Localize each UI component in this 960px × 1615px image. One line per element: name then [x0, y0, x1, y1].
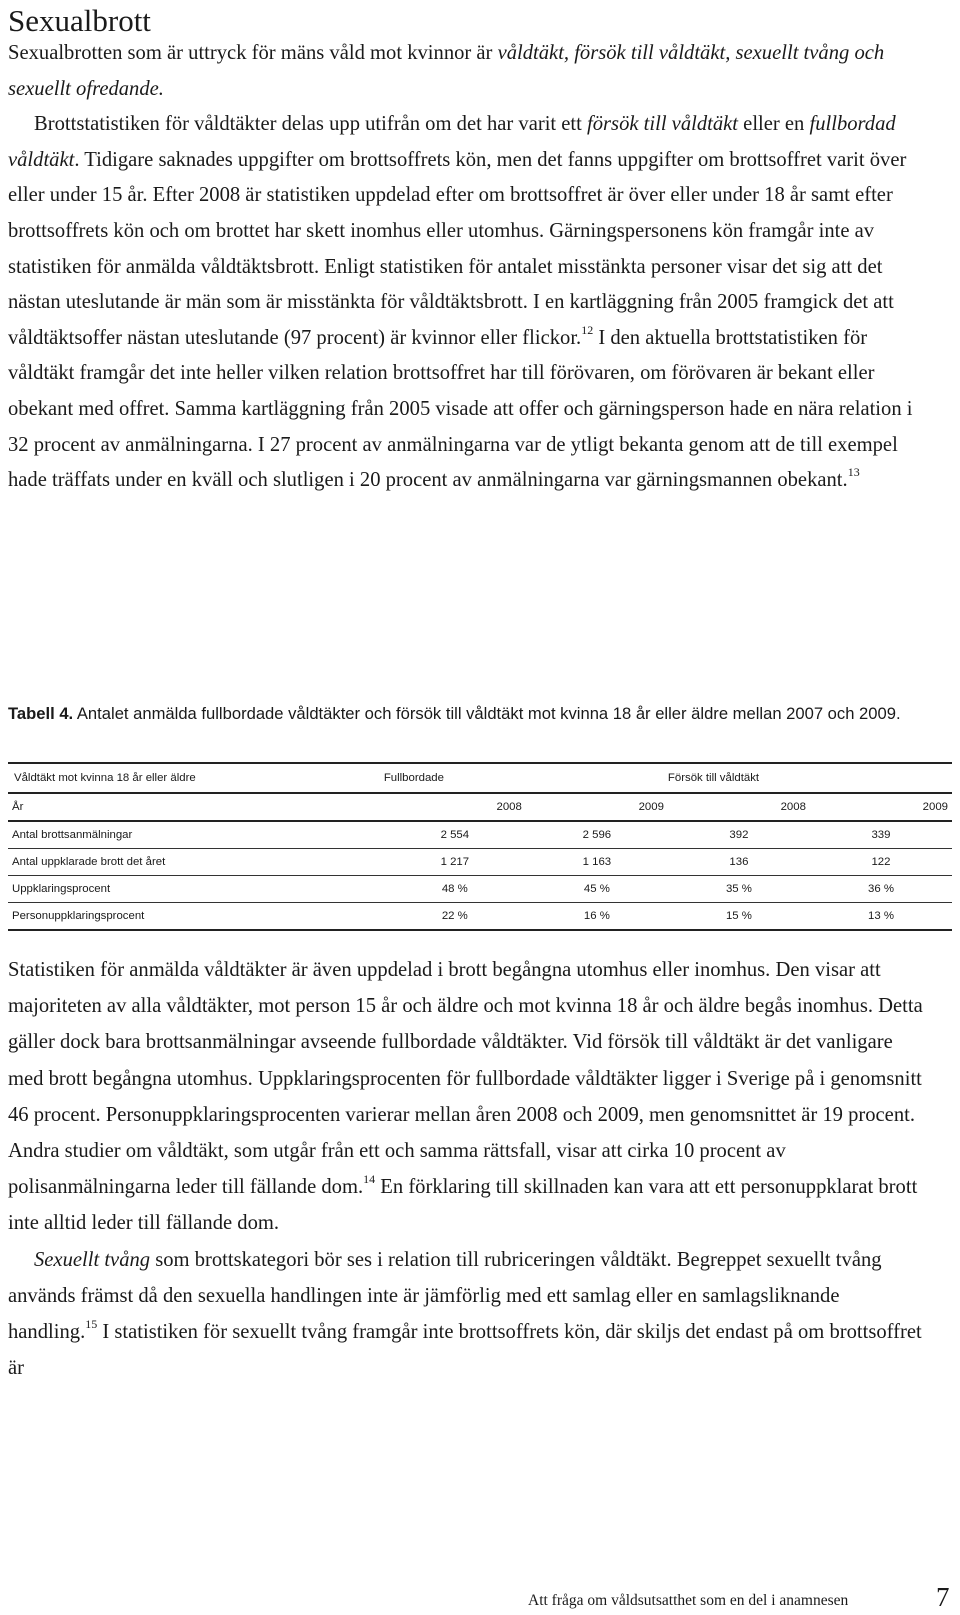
table-cell: Antal brottsanmälningar: [8, 821, 384, 849]
table-cell: 45 %: [526, 876, 668, 903]
text-run: eller en: [738, 113, 810, 136]
table-cell: 22 %: [384, 903, 526, 931]
intro-paragraph-1: [8, 36, 930, 107]
table-row: [8, 821, 952, 849]
table-cell: 35 %: [668, 876, 810, 903]
footnote-ref: 12: [581, 322, 594, 337]
table-cell: Antal uppklarade brott det året: [8, 849, 384, 876]
text-run: I den aktuella brottstatistiken för våldtäkt framgår det inte heller vilken relation brottsoffret har till förövaren, om förövaren är bekant eller obekant med offret. Samma kartläggning från 2005 visade att offer och gärningsperson hade en nära relation i 32 procent av anmälningarna. I 27 procent av anmälningarna var de ytligt bekanta genom att de till exempel hade träffats under en kväll och slutligen i 20 procent av anmälningarna var gärningsmannen obekant.: [8, 326, 913, 492]
table-row: [8, 876, 952, 903]
table-cell: 36 %: [810, 876, 952, 903]
table-cell: 1 217: [384, 849, 526, 876]
table-cell: Uppklaringsprocent: [8, 876, 384, 903]
text-run: Brottstatistiken för våldtäkter delas upp utifrån om det har varit ett: [34, 113, 588, 136]
intro-paragraph-2: [8, 107, 930, 499]
page-number: 7: [936, 1582, 950, 1612]
table-year-row: [8, 793, 952, 821]
table-cell: 2 554: [384, 821, 526, 849]
table-cell: 15 %: [668, 903, 810, 931]
table-header-cell: Fullbordade: [384, 763, 668, 793]
text-run: som brottskategori bör ses i relation till rubriceringen våldtäkt. Begreppet sexuellt tvång används främst då den sexuella handlingen inte är jämförlig med ett samlag eller en samlagsliknande handling.: [8, 1248, 882, 1344]
table-cell: 2009: [526, 793, 668, 821]
text-run: Statistiken för anmälda våldtäkter är även uppdelad i brott begångna utomhus eller inomhus. Den visar att majoriteten av alla våldtäkter, mot person 15 år och äldre och mot kvinna 18 år och äldre begås inomhus. Detta gäller dock bara brottsanmälningar avseende fullbordade våldtäkter. Vid försök till våldtäkt är det vanligare med brott begångna utomhus. Uppklaringsprocenten för fullbordade våldtäkter ligger i Sverige på i genomsnitt 46 procent. Personuppklaringsprocenten varierar mellan åren 2008 och 2009, men genomsnittet är 19 procent. Andra studier om våldtäkt, som utgår från ett och samma rättsfall, visar att cirka 10 procent av polisanmälningarna leder till fällande dom.: [8, 959, 923, 1199]
body-paragraph-1: [8, 952, 930, 1242]
table-cell: År: [8, 793, 384, 821]
italic-text: våldtäkt, försök till våldtäkt, sexuellt tvång och sexuellt ofredande.: [8, 42, 885, 100]
table-cell: 2008: [668, 793, 810, 821]
italic-text: Sexuellt tvång: [34, 1248, 151, 1271]
table-cell: 48 %: [384, 876, 526, 903]
text-run: Sexualbrotten som är uttryck för mäns våld mot kvinnor är: [8, 42, 498, 64]
table-cell: 392: [668, 821, 810, 849]
table-caption-label: Tabell 4.: [8, 704, 74, 723]
table-cell: 13 %: [810, 903, 952, 931]
table-cell: 16 %: [526, 903, 668, 931]
body-text: [8, 952, 930, 1386]
table-caption-text: Antalet anmälda fullbordade våldtäkter och försök till våldtäkt mot kvinna 18 år eller äldre mellan 2007 och 2009.: [73, 704, 901, 723]
table-caption: [8, 702, 938, 726]
table-cell: 339: [810, 821, 952, 849]
table-cell: 2 596: [526, 821, 668, 849]
text-run: I statistiken för sexuellt tvång framgår inte brottsoffrets kön, där skiljs det endast på om brottsoffret är: [8, 1321, 922, 1380]
table-cell: 136: [668, 849, 810, 876]
running-footer-title: Att fråga om våldsutsatthet som en del i anamnesen: [528, 1592, 849, 1609]
stats-table: [8, 762, 952, 931]
text-run: En förklaring till skillnaden kan vara att ett personuppklarat brott inte alltid leder till fällande dom.: [8, 1176, 918, 1235]
page-footer: [0, 1582, 960, 1615]
footnote-ref: 14: [363, 1172, 376, 1187]
footnote-ref: 15: [85, 1317, 98, 1332]
table-header-row: [8, 763, 952, 793]
table-cell: Personuppklaringsprocent: [8, 903, 384, 931]
section-heading: Sexualbrott: [8, 3, 151, 38]
italic-text: fullbordad våldtäkt: [8, 113, 896, 171]
table-cell: 2009: [810, 793, 952, 821]
table-header-cell: Försök till våldtäkt: [668, 763, 952, 793]
table-cell: 122: [810, 849, 952, 876]
body-paragraph-2: [8, 1242, 930, 1387]
intro-text: [8, 36, 930, 499]
table-cell: 1 163: [526, 849, 668, 876]
text-run: . Tidigare saknades uppgifter om brottsoffrets kön, men det fanns uppgifter om brottsoffret varit över eller under 15 år. Efter 2008 är statistiken uppdelad efter om brottsoffret är över eller under 18 år samt efter brottsoffrets kön och om brottet har skett inomhus eller utomhus. Gärningspersonens kön framgår inte av statistiken för anmälda våldtäktsbrott. Enligt statistiken för antalet misstänkta personer visar det sig att det nästan uteslutande är män som är misstänkta för våldtäktsbrott. I en kartläggning från 2005 framgick det att våldtäktsoffer nästan uteslutande (97 procent) är kvinnor eller flickor.: [8, 148, 907, 349]
footnote-ref: 13: [847, 465, 860, 480]
table-header-cell: Våldtäkt mot kvinna 18 år eller äldre: [8, 763, 384, 793]
table-row: [8, 903, 952, 931]
table-row: [8, 849, 952, 876]
italic-text: försök till våldtäkt: [587, 113, 739, 136]
table-cell: 2008: [384, 793, 526, 821]
